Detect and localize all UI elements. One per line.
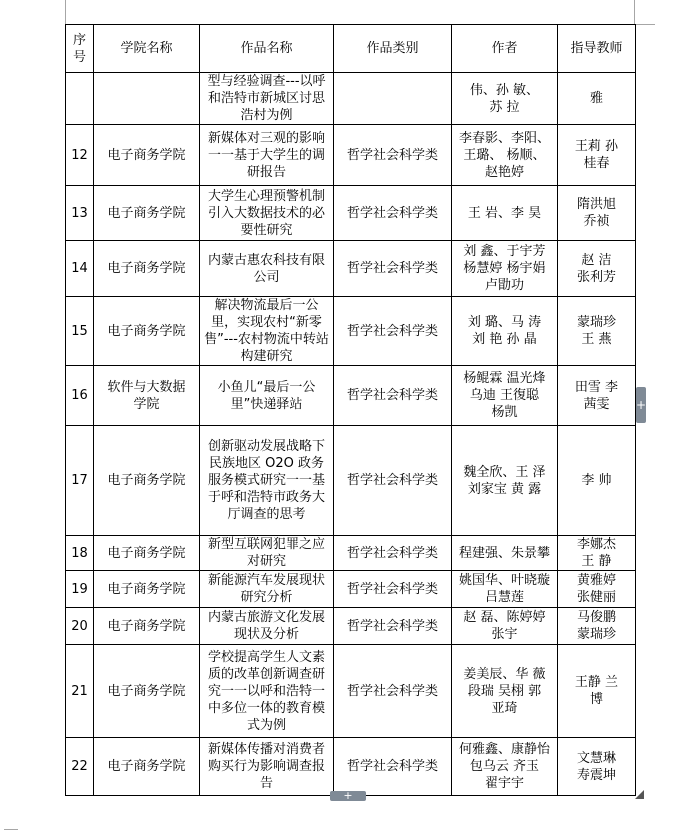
table-row: [66, 608, 636, 645]
row-title-cell[interactable]: 学校提高学生人文素质的改革创新调查研究一一以呼和浩特一中多位一体的教育模式为例: [200, 645, 334, 738]
row-authors-cell[interactable]: 王 岩、李 昊: [452, 186, 558, 241]
row-category-cell[interactable]: 哲学社会科学类: [334, 608, 452, 645]
row-authors-cell[interactable]: 李春影、李阳、 王璐、 杨顺、 赵艳婷: [452, 125, 558, 186]
add-column-button[interactable]: +: [636, 387, 646, 423]
row-title-cell[interactable]: 解决物流最后一公里，实现农村“新零售”---农村物流中转站构建研究: [200, 297, 334, 366]
row-advisor-cell[interactable]: 李娜杰 王 静: [558, 536, 636, 571]
col-header-college: 学院名称: [94, 25, 200, 73]
row-no-cell[interactable]: 13: [66, 186, 94, 241]
row-college-cell[interactable]: 电子商务学院: [94, 125, 200, 186]
crop-mark-top-right-h: [635, 24, 655, 25]
row-advisor-cell[interactable]: 王莉 孙 桂春: [558, 125, 636, 186]
row-authors-cell[interactable]: 伟、孙 敏、 苏 拉: [452, 73, 558, 125]
row-no-cell[interactable]: 18: [66, 536, 94, 571]
row-advisor-cell[interactable]: 蒙瑞珍 王 燕: [558, 297, 636, 366]
col-header-advisor: 指导教师: [558, 25, 636, 73]
table-row: [66, 297, 636, 366]
row-category-cell[interactable]: 哲学社会科学类: [334, 426, 452, 536]
row-no-cell[interactable]: 15: [66, 297, 94, 366]
row-advisor-cell[interactable]: 田雪 李 茜雯: [558, 366, 636, 426]
row-category-cell[interactable]: 哲学社会科学类: [334, 125, 452, 186]
header-row: [66, 25, 636, 73]
row-no-cell[interactable]: 19: [66, 571, 94, 608]
row-category-cell[interactable]: 哲学社会科学类: [334, 186, 452, 241]
award-works-table: [65, 24, 636, 796]
row-college-cell[interactable]: 电子商务学院: [94, 645, 200, 738]
row-college-cell[interactable]: 电子商务学院: [94, 571, 200, 608]
row-category-cell[interactable]: 哲学社会科学类: [334, 645, 452, 738]
row-no-cell[interactable]: 17: [66, 426, 94, 536]
table-row: [66, 645, 636, 738]
table-row: [66, 738, 636, 796]
row-college-cell[interactable]: 电子商务学院: [94, 536, 200, 571]
table-row: [66, 366, 636, 426]
row-category-cell[interactable]: 哲学社会科学类: [334, 536, 452, 571]
row-advisor-cell[interactable]: 马俊鹏 蒙瑞珍: [558, 608, 636, 645]
row-advisor-cell[interactable]: 王静 兰 博: [558, 645, 636, 738]
row-title-cell[interactable]: 创新驱动发展战略下民族地区 O2O 政务服务模式研究一一基于呼和浩特市政务大厅调查的思考: [200, 426, 334, 536]
row-advisor-cell[interactable]: 雅: [558, 73, 636, 125]
table-row: [66, 536, 636, 571]
row-title-cell[interactable]: 内蒙古惠农科技有限公司: [200, 241, 334, 297]
table-resize-handle-icon[interactable]: [635, 790, 644, 799]
row-no-cell[interactable]: 22: [66, 738, 94, 796]
row-advisor-cell[interactable]: 李 帅: [558, 426, 636, 536]
row-authors-cell[interactable]: 刘 鑫、于宇芳 杨慧婷 杨宇娟 卢勖功: [452, 241, 558, 297]
table-row: [66, 186, 636, 241]
row-category-cell[interactable]: 哲学社会科学类: [334, 297, 452, 366]
row-title-cell[interactable]: 大学生心理预警机制引入大数据技术的必要性研究: [200, 186, 334, 241]
row-advisor-cell[interactable]: 赵 洁 张利芳: [558, 241, 636, 297]
row-authors-cell[interactable]: 赵 磊、陈婷婷 张宇: [452, 608, 558, 645]
row-authors-cell[interactable]: 程建强、朱景攀: [452, 536, 558, 571]
row-no-cell[interactable]: 12: [66, 125, 94, 186]
row-college-cell[interactable]: 电子商务学院: [94, 186, 200, 241]
row-no-cell[interactable]: 21: [66, 645, 94, 738]
col-header-category: 作品类别: [334, 25, 452, 73]
crop-mark-top-right-v: [634, 0, 635, 24]
row-category-cell[interactable]: 哲学社会科学类: [334, 241, 452, 297]
row-title-cell[interactable]: 内蒙古旅游文化发展现状及分析: [200, 608, 334, 645]
row-advisor-cell[interactable]: 黄雅婷 张健丽: [558, 571, 636, 608]
row-authors-cell[interactable]: 杨鲲霖 温光烽 乌迪 王復聪 杨凯: [452, 366, 558, 426]
row-category-cell[interactable]: 哲学社会科学类: [334, 571, 452, 608]
row-college-cell[interactable]: 电子商务学院: [94, 241, 200, 297]
row-title-cell[interactable]: 新型互联网犯罪之应对研究: [200, 536, 334, 571]
row-title-cell[interactable]: 小鱼儿“最后一公里”快递驿站: [200, 366, 334, 426]
row-title-cell[interactable]: 新能源汽车发展现状研究分析: [200, 571, 334, 608]
row-category-cell[interactable]: 哲学社会科学类: [334, 738, 452, 796]
row-college-cell[interactable]: 电子商务学院: [94, 426, 200, 536]
row-advisor-cell[interactable]: 文慧琳 寿震坤: [558, 738, 636, 796]
row-authors-cell[interactable]: 姚国华、叶晓璇 吕慧莲: [452, 571, 558, 608]
row-authors-cell[interactable]: 何雅鑫、康静怡 包乌云 齐玉 翟宇宇: [452, 738, 558, 796]
row-title-cell[interactable]: 型与经验调查---以呼和浩特市新城区讨思浩村为例: [200, 73, 334, 125]
row-title-cell[interactable]: 新媒体传播对消费者购买行为影响调查报告: [200, 738, 334, 796]
row-college-cell[interactable]: 电子商务学院: [94, 608, 200, 645]
row-title-cell[interactable]: 新媒体对三观的影响一一基于大学生的调研报告: [200, 125, 334, 186]
add-row-button[interactable]: +: [330, 791, 366, 801]
table-row: [66, 571, 636, 608]
row-college-cell[interactable]: 软件与大数据 学院: [94, 366, 200, 426]
col-header-no: 序 号: [66, 25, 94, 73]
crop-mark-bottom-left-h: [4, 829, 18, 830]
row-no-cell[interactable]: 16: [66, 366, 94, 426]
row-authors-cell[interactable]: 刘 璐、马 涛 刘 艳 孙 晶: [452, 297, 558, 366]
table-row: [66, 426, 636, 536]
table-row: [66, 125, 636, 186]
row-authors-cell[interactable]: 魏全欣、王 泽 刘家宝 黄 露: [452, 426, 558, 536]
row-no-cell[interactable]: 20: [66, 608, 94, 645]
row-college-cell[interactable]: 电子商务学院: [94, 738, 200, 796]
row-category-cell[interactable]: [334, 73, 452, 125]
row-no-cell[interactable]: 14: [66, 241, 94, 297]
col-header-authors: 作者: [452, 25, 558, 73]
row-category-cell[interactable]: 哲学社会科学类: [334, 366, 452, 426]
row-no-cell[interactable]: [66, 73, 94, 125]
col-header-title: 作品名称: [200, 25, 334, 73]
row-advisor-cell[interactable]: 隋洪旭 乔祯: [558, 186, 636, 241]
row-college-cell[interactable]: 电子商务学院: [94, 297, 200, 366]
table-row: [66, 241, 636, 297]
row-college-cell[interactable]: [94, 73, 200, 125]
table-row: [66, 73, 636, 125]
crop-mark-top-left-v: [65, 0, 66, 24]
row-authors-cell[interactable]: 姜美辰、华 薇 段瑞 吴栩 郭 亚琦: [452, 645, 558, 738]
